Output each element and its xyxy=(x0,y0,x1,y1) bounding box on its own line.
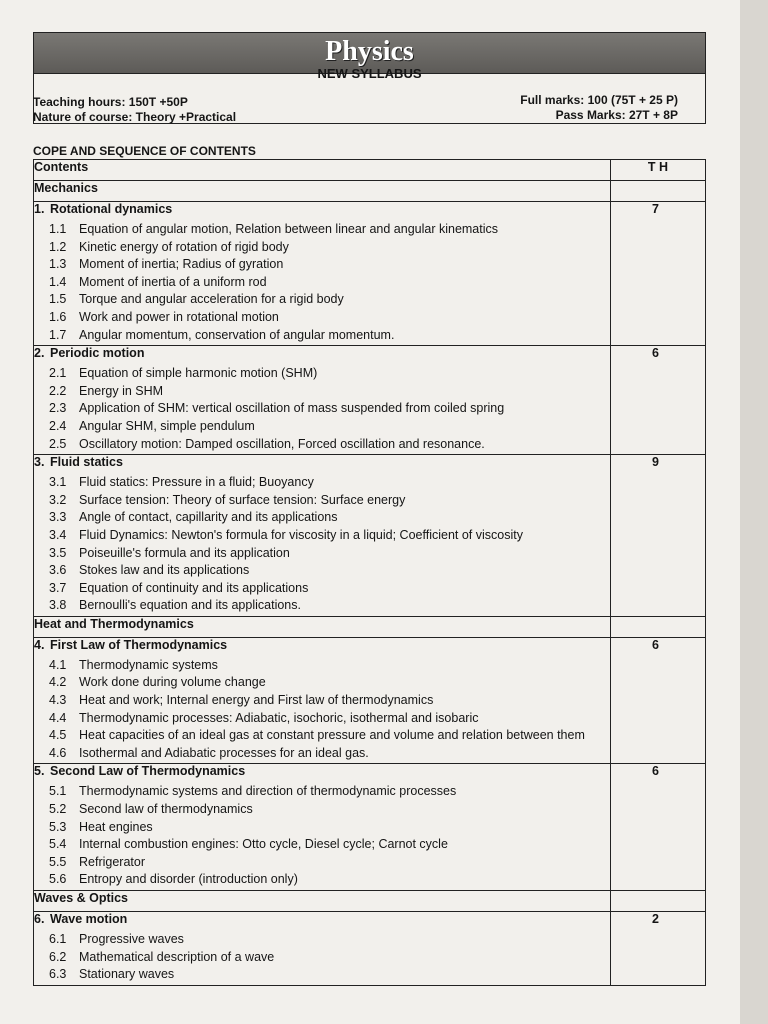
course-info xyxy=(33,95,236,125)
item-number: 4.4 xyxy=(49,710,67,725)
item-cell xyxy=(34,528,611,546)
item-number: 5.1 xyxy=(49,784,67,799)
marks-info xyxy=(520,93,678,123)
table-row xyxy=(34,510,706,528)
item-cell xyxy=(34,967,611,985)
item-text: Fluid Dynamics: Newton's formula for viscosity in a liquid; Coefficient of viscosity xyxy=(79,527,523,542)
chapter-hours: 7 xyxy=(652,202,659,216)
item-number: 1.1 xyxy=(49,222,67,236)
item-cell xyxy=(34,401,611,419)
item-number: 5.2 xyxy=(49,802,67,817)
chapter-hours-cell xyxy=(611,455,706,476)
item-text: Angular momentum, conservation of angular momentum. xyxy=(79,327,395,342)
table-row xyxy=(34,746,706,764)
item-number: 1.6 xyxy=(49,309,67,324)
item-text: Progressive waves xyxy=(79,932,184,946)
chapter-hours: 6 xyxy=(652,346,659,361)
item-cell xyxy=(34,872,611,890)
item-th-cell xyxy=(611,693,706,711)
chapter-title: Fluid statics xyxy=(50,455,123,470)
item-th-cell xyxy=(611,275,706,293)
table-row xyxy=(34,419,706,437)
item-number: 5.5 xyxy=(49,854,67,869)
item-text: Poiseuille's formula and its application xyxy=(79,545,290,560)
item-th-cell xyxy=(611,366,706,384)
table-row xyxy=(34,240,706,258)
table-row xyxy=(34,275,706,293)
item-number: 4.2 xyxy=(49,675,67,690)
chapter-row xyxy=(34,764,706,785)
item-text: Second law of thermodynamics xyxy=(79,802,253,817)
table-row xyxy=(34,820,706,838)
chapter-cell xyxy=(34,346,611,367)
chapter-row xyxy=(34,637,706,658)
scope-heading: COPE AND SEQUENCE OF CONTENTS xyxy=(33,144,256,158)
item-th-cell xyxy=(611,598,706,616)
item-cell xyxy=(34,711,611,729)
chapter-row xyxy=(34,202,706,223)
item-cell xyxy=(34,598,611,616)
item-th-cell xyxy=(611,711,706,729)
chapter-hours-cell xyxy=(611,912,706,933)
item-number: 5.6 xyxy=(49,872,67,887)
table-row xyxy=(34,528,706,546)
item-text: Heat capacities of an ideal gas at constant pressure and volume and relation between them xyxy=(79,728,585,743)
chapter-row xyxy=(34,455,706,476)
item-number: 6.1 xyxy=(49,932,67,946)
chapter-cell xyxy=(34,202,611,223)
table-row xyxy=(34,711,706,729)
chapter-title: Periodic motion xyxy=(50,346,145,361)
item-text: Equation of angular motion, Relation between linear and angular kinematics xyxy=(79,222,499,236)
item-text: Kinetic energy of rotation of rigid body xyxy=(79,239,289,254)
course-nature: Nature of course: Theory +Practical xyxy=(33,110,237,124)
chapter-hours-cell xyxy=(611,346,706,367)
item-text: Application of SHM: vertical oscillation of mass suspended from coiled spring xyxy=(79,401,505,416)
item-number: 1.2 xyxy=(49,239,67,254)
table-row xyxy=(34,658,706,676)
item-text: Bernoulli's equation and its applications. xyxy=(79,598,301,613)
full-marks: Full marks: 100 (75T + 25 P) xyxy=(520,93,678,107)
table-row xyxy=(34,384,706,402)
table-row xyxy=(34,872,706,890)
table-row xyxy=(34,675,706,693)
chapter-hours: 9 xyxy=(652,455,659,470)
item-number: 6.3 xyxy=(49,967,67,982)
item-cell xyxy=(34,693,611,711)
item-number: 4.6 xyxy=(49,745,67,760)
chapter-number: 1. xyxy=(34,202,45,216)
item-th-cell xyxy=(611,802,706,820)
item-text: Fluid statics: Pressure in a fluid; Buoyancy xyxy=(79,475,314,490)
chapter-number: 6. xyxy=(34,912,45,926)
item-cell xyxy=(34,855,611,873)
item-cell xyxy=(34,510,611,528)
item-th-cell xyxy=(611,950,706,968)
section-th-cell xyxy=(611,181,706,202)
table-row xyxy=(34,328,706,346)
item-th-cell xyxy=(611,932,706,950)
item-cell xyxy=(34,310,611,328)
table-row xyxy=(34,728,706,746)
item-number: 3.6 xyxy=(49,563,67,578)
item-number: 4.5 xyxy=(49,728,67,743)
item-text: Angular SHM, simple pendulum xyxy=(79,418,255,433)
th-column-header: T H xyxy=(611,160,706,181)
table-row xyxy=(34,967,706,985)
chapter-cell xyxy=(34,637,611,658)
section-row xyxy=(34,616,706,637)
item-text: Angle of contact, capillarity and its applications xyxy=(79,510,338,525)
item-cell xyxy=(34,384,611,402)
item-cell xyxy=(34,366,611,384)
item-th-cell xyxy=(611,675,706,693)
item-number: 1.3 xyxy=(49,257,67,272)
item-th-cell xyxy=(611,292,706,310)
item-th-cell xyxy=(611,257,706,275)
item-text: Moment of inertia; Radius of gyration xyxy=(79,257,284,272)
item-th-cell xyxy=(611,837,706,855)
item-number: 5.4 xyxy=(49,837,67,852)
chapter-row xyxy=(34,346,706,367)
item-th-cell xyxy=(611,728,706,746)
chapter-hours: 6 xyxy=(652,764,659,779)
chapter-hours: 6 xyxy=(652,637,659,652)
item-number: 2.3 xyxy=(49,401,67,416)
chapter-title: Second Law of Thermodynamics xyxy=(50,764,246,779)
item-number: 3.3 xyxy=(49,510,67,525)
chapter-title: First Law of Thermodynamics xyxy=(50,637,228,652)
item-number: 1.5 xyxy=(49,292,67,307)
item-number: 2.5 xyxy=(49,436,67,451)
item-th-cell xyxy=(611,855,706,873)
item-cell xyxy=(34,820,611,838)
item-th-cell xyxy=(611,419,706,437)
item-number: 1.4 xyxy=(49,274,67,289)
table-row xyxy=(34,401,706,419)
table-row xyxy=(34,581,706,599)
table-row xyxy=(34,598,706,616)
item-th-cell xyxy=(611,746,706,764)
item-cell xyxy=(34,222,611,240)
chapter-number: 4. xyxy=(34,637,45,652)
chapter-number: 2. xyxy=(34,346,45,361)
item-th-cell xyxy=(611,967,706,985)
item-th-cell xyxy=(611,328,706,346)
item-number: 3.8 xyxy=(49,598,67,613)
item-cell xyxy=(34,257,611,275)
table-row xyxy=(34,257,706,275)
item-cell xyxy=(34,419,611,437)
item-number: 2.4 xyxy=(49,418,67,433)
item-th-cell xyxy=(611,658,706,676)
item-th-cell xyxy=(611,510,706,528)
item-cell xyxy=(34,275,611,293)
item-cell xyxy=(34,728,611,746)
item-text: Equation of continuity and its applications xyxy=(79,580,309,595)
item-th-cell xyxy=(611,528,706,546)
contents-table xyxy=(33,159,706,986)
chapter-number: 3. xyxy=(34,455,45,470)
table-row xyxy=(34,802,706,820)
item-cell xyxy=(34,328,611,346)
item-cell xyxy=(34,240,611,258)
page-title: Physics xyxy=(325,36,414,67)
table-row xyxy=(34,563,706,581)
item-cell xyxy=(34,746,611,764)
item-th-cell xyxy=(611,310,706,328)
chapter-number: 5. xyxy=(34,764,45,779)
item-text: Isothermal and Adiabatic processes for an ideal gas. xyxy=(79,745,369,760)
chapter-title: Rotational dynamics xyxy=(50,202,173,216)
item-text: Heat and work; Internal energy and First law of thermodynamics xyxy=(79,693,434,708)
contents-column-header: Contents xyxy=(34,160,611,181)
chapter-hours: 2 xyxy=(652,912,659,926)
item-text: Equation of simple harmonic motion (SHM) xyxy=(79,366,318,381)
section-row xyxy=(34,181,706,202)
table-row xyxy=(34,693,706,711)
item-th-cell xyxy=(611,437,706,455)
item-text: Thermodynamic systems xyxy=(79,657,218,672)
item-text: Internal combustion engines: Otto cycle, Diesel cycle; Carnot cycle xyxy=(79,837,448,852)
table-row xyxy=(34,932,706,950)
section-title: Mechanics xyxy=(34,181,611,202)
item-cell xyxy=(34,837,611,855)
item-number: 4.3 xyxy=(49,693,67,708)
item-th-cell xyxy=(611,475,706,493)
item-text: Thermodynamic processes: Adiabatic, isochoric, isothermal and isobaric xyxy=(79,710,479,725)
item-text: Entropy and disorder (introduction only) xyxy=(79,872,298,887)
item-cell xyxy=(34,658,611,676)
item-text: Stokes law and its applications xyxy=(79,563,250,578)
item-number: 3.2 xyxy=(49,492,67,507)
section-title: Heat and Thermodynamics xyxy=(34,616,611,637)
item-number: 4.1 xyxy=(49,657,67,672)
table-row xyxy=(34,855,706,873)
item-text: Torque and angular acceleration for a rigid body xyxy=(79,292,344,307)
item-th-cell xyxy=(611,493,706,511)
item-cell xyxy=(34,581,611,599)
item-number: 1.7 xyxy=(49,327,67,342)
chapter-title: Wave motion xyxy=(50,912,128,926)
item-th-cell xyxy=(611,563,706,581)
table-row xyxy=(34,837,706,855)
item-th-cell xyxy=(611,546,706,564)
table-row xyxy=(34,546,706,564)
item-cell xyxy=(34,493,611,511)
item-number: 6.2 xyxy=(49,949,67,964)
item-text: Work and power in rotational motion xyxy=(79,309,279,324)
table-row xyxy=(34,310,706,328)
subtitle: NEW SYLLABUS xyxy=(317,66,422,81)
chapter-cell xyxy=(34,912,611,933)
item-cell xyxy=(34,675,611,693)
table-row xyxy=(34,493,706,511)
table-row xyxy=(34,475,706,493)
item-cell xyxy=(34,950,611,968)
item-cell xyxy=(34,292,611,310)
chapter-cell xyxy=(34,455,611,476)
table-row xyxy=(34,784,706,802)
table-header-row xyxy=(34,160,706,181)
item-text: Mathematical description of a wave xyxy=(79,949,275,964)
item-text: Energy in SHM xyxy=(79,383,164,398)
item-text: Stationary waves xyxy=(79,967,175,982)
item-th-cell xyxy=(611,384,706,402)
item-th-cell xyxy=(611,240,706,258)
item-text: Heat engines xyxy=(79,819,153,834)
item-number: 2.2 xyxy=(49,383,67,398)
item-cell xyxy=(34,546,611,564)
teaching-hours: Teaching hours: 150T +50P xyxy=(33,95,188,109)
item-text: Surface tension: Theory of surface tension: Surface energy xyxy=(79,492,406,507)
item-number: 3.5 xyxy=(49,545,67,560)
item-cell xyxy=(34,475,611,493)
table-row xyxy=(34,222,706,240)
pass-marks: Pass Marks: 27T + 8P xyxy=(555,108,678,122)
item-th-cell xyxy=(611,784,706,802)
item-th-cell xyxy=(611,222,706,240)
item-th-cell xyxy=(611,581,706,599)
item-text: Moment of inertia of a uniform rod xyxy=(79,274,267,289)
item-number: 3.7 xyxy=(49,580,67,595)
item-th-cell xyxy=(611,820,706,838)
item-cell xyxy=(34,437,611,455)
item-number: 2.1 xyxy=(49,366,67,381)
item-text: Work done during volume change xyxy=(79,675,266,690)
chapter-row xyxy=(34,912,706,933)
item-text: Oscillatory motion: Damped oscillation, Forced oscillation and resonance. xyxy=(79,436,485,451)
item-text: Thermodynamic systems and direction of thermodynamic processes xyxy=(79,784,457,799)
table-row xyxy=(34,950,706,968)
section-title: Waves & Optics xyxy=(34,891,611,912)
section-th-cell xyxy=(611,616,706,637)
item-th-cell xyxy=(611,401,706,419)
item-cell xyxy=(34,932,611,950)
table-row xyxy=(34,437,706,455)
item-cell xyxy=(34,784,611,802)
chapter-hours-cell xyxy=(611,202,706,223)
item-cell xyxy=(34,563,611,581)
table-row xyxy=(34,292,706,310)
item-text: Refrigerator xyxy=(79,854,145,869)
item-number: 5.3 xyxy=(49,819,67,834)
item-number: 3.4 xyxy=(49,527,67,542)
item-number: 3.1 xyxy=(49,475,67,490)
chapter-cell xyxy=(34,764,611,785)
chapter-hours-cell xyxy=(611,764,706,785)
table-row xyxy=(34,366,706,384)
chapter-hours-cell xyxy=(611,637,706,658)
section-row xyxy=(34,891,706,912)
item-th-cell xyxy=(611,872,706,890)
section-th-cell xyxy=(611,891,706,912)
item-cell xyxy=(34,802,611,820)
